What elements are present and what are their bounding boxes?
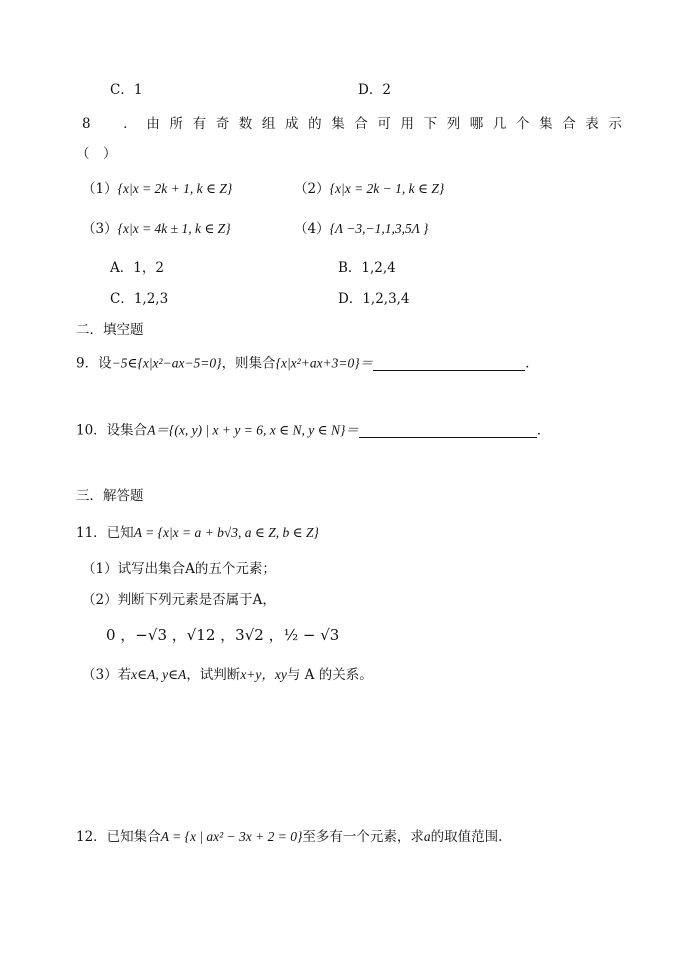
set-expression: {x|x = 2k + 1, k ∈ Z}: [117, 181, 233, 196]
answer-parentheses: （ ）: [76, 146, 117, 162]
q10-suffix: ．: [536, 422, 551, 439]
set-expression: {x|x = 2k − 1, k ∈ Z}: [329, 181, 445, 196]
section-title-solve: 三．解答题: [76, 488, 144, 504]
item-label: （1）: [82, 181, 118, 197]
q11-set-expression: A = {x|x = a + b√3, a ∈ Z, b ∈ Z}: [133, 525, 319, 540]
option-d: D．1,2,3,4: [338, 291, 410, 307]
option-b: B．1,2,4: [338, 260, 396, 276]
question-12: [76, 830, 502, 845]
option-c: C．1: [110, 82, 143, 98]
q9-mid: ，则集合: [221, 355, 276, 372]
q11-part3-expr2: x+y，xy: [240, 667, 287, 682]
q12-variable: a: [423, 829, 431, 844]
set-item-4: [294, 222, 428, 237]
item-label: （4）: [294, 221, 330, 237]
q9-suffix: ．: [525, 355, 539, 372]
set-item-1: [82, 182, 232, 197]
set-item-2: [294, 182, 444, 197]
question-8-stem: 8 ．由所有奇数组成的集合可用下列哪几个集合表示: [82, 116, 632, 132]
q11-part3-mid: ，试判断: [186, 667, 241, 683]
q10-prefix: 10．设集合: [76, 422, 148, 439]
q9-prefix: 9．设: [76, 355, 112, 372]
q11-part-2: （2）判断下列元素是否属于A，: [82, 592, 276, 608]
option-d: D．2: [358, 82, 391, 98]
q12-prefix: 12．已知集合: [76, 829, 161, 845]
q9-condition: −5∈{x|x²−ax−5=0}: [111, 355, 222, 371]
q10-expression: A＝{(x, y) | x + y = 6, x ∈ N, y ∈ N}＝: [147, 422, 359, 438]
q9-set-expression: {x|x²+ax+3=0}＝: [275, 355, 374, 371]
q12-expression: A = {x | ax² − 3x + 2 = 0}: [160, 829, 303, 844]
answer-blank: [373, 356, 525, 371]
section-title-fill-in: 二．填空题: [76, 322, 144, 338]
q11-part3-expr: x∈A, y∈A: [131, 667, 187, 682]
item-label: （2）: [294, 181, 330, 197]
option-a: A．1，2: [110, 260, 164, 276]
q11-part-1: （1）试写出集合A的五个元素；: [82, 561, 276, 577]
q11-part3-suffix: 与 A 的关系。: [286, 667, 373, 683]
question-10: [76, 423, 550, 438]
set-item-3: [82, 222, 231, 237]
q12-mid: 至多有一个元素，求: [302, 829, 424, 845]
set-expression: {x|x = 4k ± 1, k ∈ Z}: [117, 221, 231, 236]
answer-blank: [359, 423, 537, 438]
q11-part-3: [82, 668, 373, 683]
question-9: [76, 356, 539, 371]
item-label: （3）: [82, 221, 118, 237]
q11-elements: 0 ，−√3 ，√12 ，3√2 ，½ − √3: [106, 626, 340, 644]
set-expression: {Λ −3,−1,1,3,5Λ }: [329, 221, 429, 236]
q12-suffix: 的取值范围.: [430, 829, 503, 845]
option-c: C．1,2,3: [110, 291, 169, 307]
q11-prefix: 11．已知: [76, 525, 134, 541]
question-11-stem: [76, 526, 319, 541]
q11-part3-prefix: （3）若: [82, 667, 132, 683]
